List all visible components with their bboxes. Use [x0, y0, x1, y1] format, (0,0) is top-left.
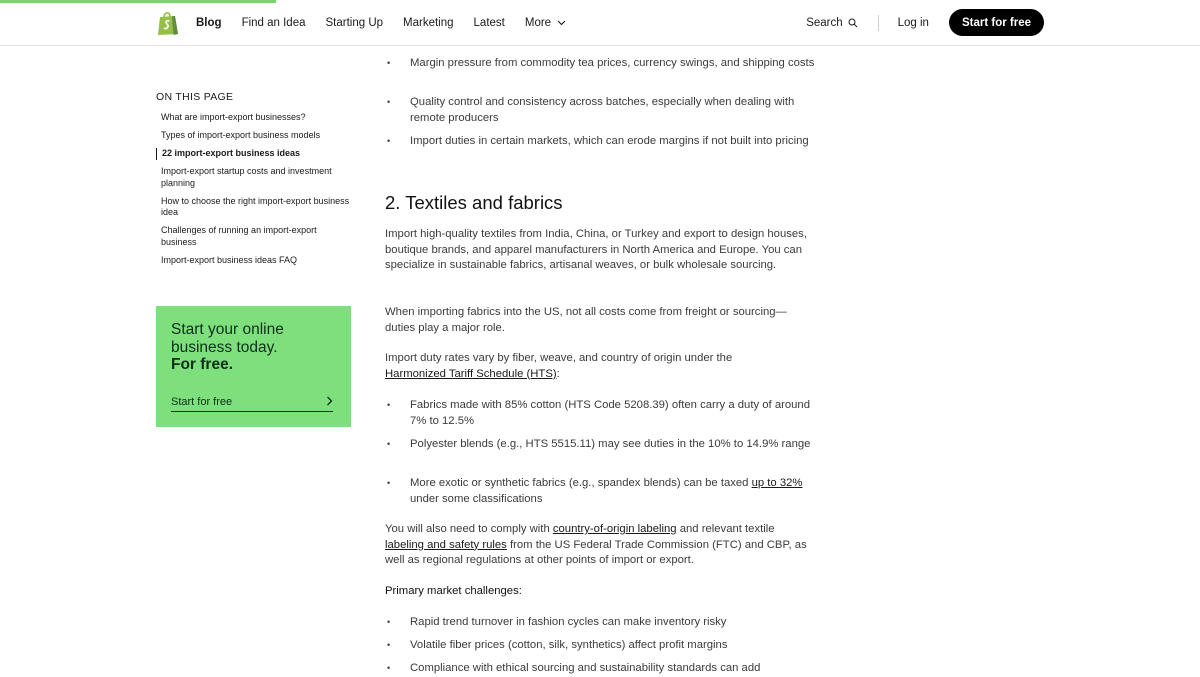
paragraph	[385, 522, 810, 569]
toc-item[interactable]: Import-export business ideas FAQ	[161, 254, 298, 265]
up-to-32-link[interactable]: up to 32%	[751, 477, 803, 489]
paragraph: Import high-quality textiles from India, China, or Turkey and export to design houses, boutique brands, and apparel manufacturers in North America and Europe. You can specialize in sustainable fabrics, artisanal weaves, or bulk wholesale sourcing.	[385, 228, 807, 272]
nav-divider	[878, 15, 879, 31]
list-item: • Volatile fiber prices (cotton, silk, synthetics) affect profit margins	[410, 638, 815, 654]
list-item: • Quality control and consistency across batches, especially when dealing with remote producers	[410, 95, 815, 126]
text: and relevant textile	[676, 523, 775, 535]
list-item: • Compliance with ethical sourcing and sustainability standards can add	[410, 661, 815, 677]
reading-progress-bar	[0, 0, 1200, 3]
reading-progress-fill	[0, 0, 276, 3]
paragraph	[385, 351, 765, 382]
promo-title	[171, 321, 341, 374]
list-item: • Import duties in certain markets, which can erode margins if not built into pricing	[410, 134, 815, 150]
toc-item-active[interactable]: 22 import-export business ideas	[156, 148, 351, 160]
nav-link-starting-up[interactable]: Starting Up	[325, 16, 384, 29]
promo-title-emphasis: For free.	[171, 356, 234, 373]
text: Import duty rates vary by fiber, weave, and country of origin under the	[385, 352, 733, 364]
toc-item[interactable]: Types of import-export business models	[161, 130, 321, 140]
nav-link-latest[interactable]: Latest	[473, 16, 505, 29]
list-item: • Margin pressure from commodity tea prices, currency swings, and shipping costs	[410, 56, 815, 72]
primary-nav	[196, 0, 586, 45]
toc-item[interactable]: Import-export startup costs and investment planning	[161, 166, 332, 188]
nav-link-more[interactable]	[525, 17, 566, 29]
toc-heading: ON THIS PAGE	[156, 91, 234, 103]
search-label: Search	[806, 16, 843, 29]
promo-title-text: Start your online business today.	[171, 321, 284, 356]
nav-link-find-an-idea[interactable]: Find an Idea	[241, 16, 306, 29]
hts-link[interactable]: Harmonized Tariff Schedule (HTS)	[385, 367, 557, 380]
text: :	[556, 367, 560, 380]
search-button[interactable]	[806, 17, 857, 29]
section-heading: 2. Textiles and fabrics	[385, 192, 563, 213]
toc-item[interactable]: What are import-export businesses?	[161, 112, 306, 122]
text: under some classifications	[410, 492, 543, 505]
text: from the US Federal Trade Commission (FTC) and CBP, as well as regional regulations at other points of import or export.	[385, 538, 807, 567]
nav-actions	[806, 0, 1044, 45]
nav-link-marketing[interactable]: Marketing	[403, 16, 454, 29]
challenges-label: Primary market challenges:	[385, 585, 522, 597]
list-item: • Polyester blends (e.g., HTS 5515.11) may see duties in the 10% to 14.9% range	[410, 437, 815, 453]
toc-item[interactable]: Challenges of running an import-export business	[161, 225, 317, 247]
start-free-button[interactable]: Start for free	[949, 9, 1044, 36]
text: You will also need to comply with	[385, 523, 553, 535]
nav-link-blog[interactable]: Blog	[196, 16, 222, 29]
chevron-down-icon	[557, 20, 566, 26]
toc-item[interactable]: How to choose the right import-export business idea	[161, 195, 350, 217]
promo-card	[156, 306, 351, 427]
list-item	[410, 476, 815, 507]
shopify-bag-icon[interactable]	[156, 10, 180, 36]
chevron-right-icon	[326, 396, 333, 406]
text: More exotic or synthetic fabrics (e.g., spandex blends) can be taxed	[410, 477, 752, 489]
search-icon	[848, 18, 858, 28]
table-of-contents	[156, 112, 351, 273]
nav-link-more-label: More	[524, 16, 552, 29]
list-item: • Rapid trend turnover in fashion cycles can make inventory risky	[410, 615, 815, 631]
login-link[interactable]: Log in	[897, 16, 929, 29]
promo-link-label: Start for free	[171, 396, 233, 408]
paragraph: When importing fabrics into the US, not all costs come from freight or sourcing—duties play a major role.	[385, 306, 787, 334]
top-navigation	[0, 0, 1200, 46]
list-item: • Fabrics made with 85% cotton (HTS Code 5208.39) often carry a duty of around 7% to 12.5%	[410, 398, 815, 429]
country-of-origin-link[interactable]: country-of-origin labeling	[552, 523, 677, 535]
labeling-safety-link[interactable]: labeling and safety rules	[385, 538, 507, 551]
promo-start-free-link[interactable]	[171, 396, 333, 412]
